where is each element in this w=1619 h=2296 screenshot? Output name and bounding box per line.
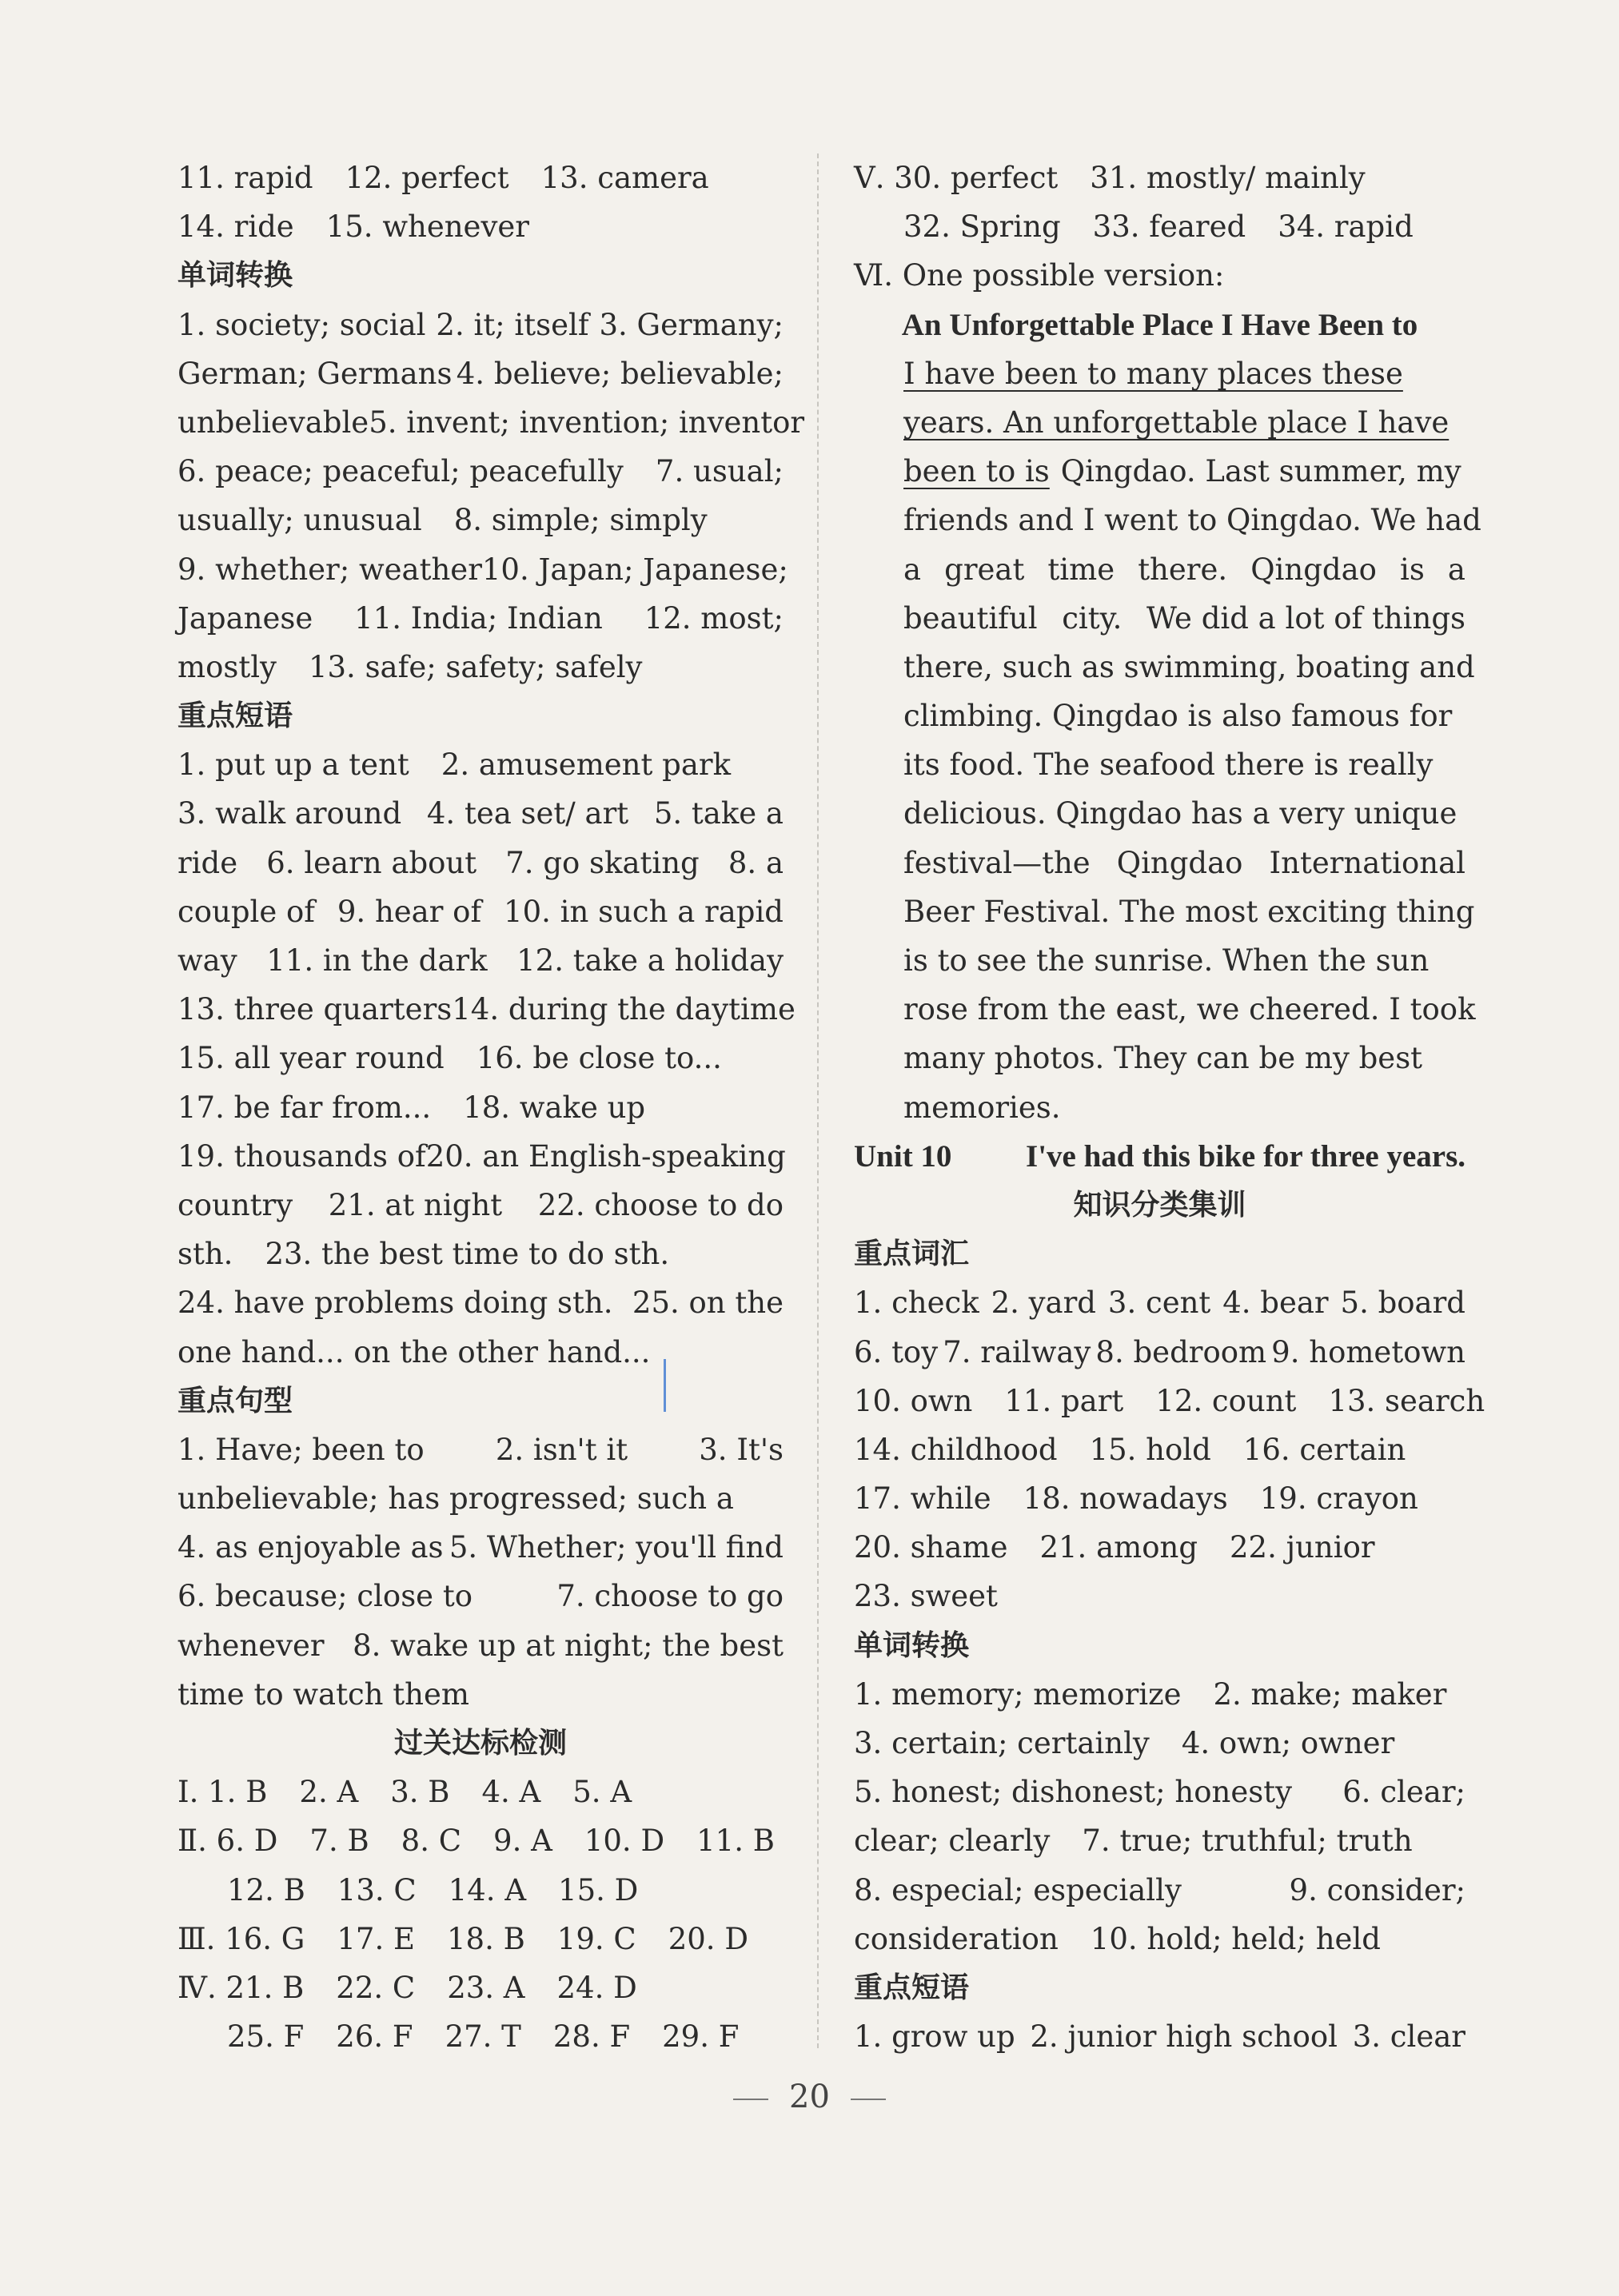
section-heading: 重点短语 [854,1971,970,2004]
answer-line: 1. Have; been to 2. isn't it 3. It's [177,1432,784,1467]
answer-line: 9. whether; weather 10. Japan; Japanese; [177,552,788,587]
answer-line: Ⅴ. 30. perfect 31. mostly/ mainly [854,161,1366,195]
answer-line: 23. sweet [854,1579,998,1614]
answer-line: 1. put up a tent 2. amusement park [177,747,731,783]
answer-line: couple of 9. hear of 10. in such a rapid [177,894,784,929]
answer-line: way 11. in the dark 12. take a holiday [177,943,784,978]
test-answers: 12. B 13. C 14. A 15. D [227,1872,639,1907]
test-answers: 25. F 26. F 27. T 28. F 29. F [227,2019,740,2055]
answer-line: German; Germans 4. believe; believable; [177,356,784,391]
essay-line: Beer Festival. The most exciting thing [903,894,1475,929]
answer-line: one hand... on the other hand... [177,1334,651,1369]
answer-line: 14. ride 15. whenever [177,209,529,245]
essay-line: beautiful city. We did a lot of things [903,600,1465,636]
answer-line: 15. all year round 16. be close to... [177,1041,722,1076]
section-heading: 单词转换 [854,1628,970,1662]
essay-line: friends and I went to Qingdao. We had [903,503,1481,538]
text-cursor-mark [664,1359,666,1412]
answer-line: mostly 13. safe; safety; safely [177,649,643,684]
answer-line: 1. grow up 2. junior high school 3. clear [854,2019,1465,2055]
left-column [177,153,805,2061]
test-answers: Ⅱ. 6. D 7. B 8. C 9. A 10. D 11. B [177,1824,775,1859]
essay-line: a great time there. Qingdao is a [903,552,1465,587]
answer-line: unbelievable 5. invent; invention; inventor [177,405,805,440]
answer-line: 24. have problems doing sth. 25. on the [177,1286,784,1321]
essay-line: been to is Qingdao. Last summer, my [903,454,1461,489]
page-number: 20 [0,2079,1619,2115]
essay-title: An Unforgettable Place I Have Been to [901,307,1418,342]
essay-line: is to see the sunrise. When the sun [903,943,1430,978]
answer-line: 13. three quarters 14. during the daytime [177,992,796,1027]
answer-line: 4. as enjoyable as 5. Whether; you'll find [177,1530,784,1565]
section-heading: 重点句型 [177,1384,293,1417]
answer-line: sth. 23. the best time to do sth. [177,1237,670,1272]
essay-line: memories. [903,1090,1061,1125]
answer-line: 1. memory; memorize 2. make; maker [854,1676,1447,1712]
answer-line: 17. while 18. nowadays 19. crayon [854,1481,1418,1517]
answer-line: country 21. at night 22. choose to do [177,1187,784,1222]
unit-title: Unit 10 I've had this bike for three years. [854,1138,1465,1174]
answer-line: 3. certain; certainly 4. own; owner [854,1726,1395,1760]
answer-line: 11. rapid 12. perfect 13. camera [177,161,709,195]
essay-line: many photos. They can be my best [903,1041,1423,1076]
answer-line: 17. be far from... 18. wake up [177,1090,646,1125]
answer-line: unbelievable; has progressed; such a [177,1481,734,1517]
answer-line: 19. thousands of 20. an English-speaking [177,1138,786,1174]
test-answers: Ⅲ. 16. G 17. E 18. B 19. C 20. D [177,1921,748,1956]
answer-line: 20. shame 21. among 22. junior [854,1530,1375,1565]
answer-line: Japanese 11. India; Indian 12. most; [177,600,784,636]
answer-line: clear; clearly 7. true; truthful; truth [854,1824,1413,1859]
answer-line: 6. peace; peaceful; peacefully 7. usual; [177,454,784,489]
answer-line: Ⅵ. One possible version: [854,258,1225,293]
test-answers: Ⅳ. 21. B 22. C 23. A 24. D [177,1970,637,2005]
answer-line: 10. own 11. part 12. count 13. search [854,1383,1485,1418]
essay-line: climbing. Qingdao is also famous for [903,699,1453,734]
answer-line: consideration 10. hold; held; held [854,1921,1381,1956]
answer-line: 6. because; close to 7. choose to go [177,1579,784,1614]
section-heading: 重点短语 [177,700,293,733]
essay-line: years. An unforgettable place I have [903,405,1450,440]
answer-line: 32. Spring 33. feared 34. rapid [903,209,1414,245]
essay-line: festival—the Qingdao International [903,845,1465,880]
right-column [854,153,1485,2061]
answer-line: 8. especial; especially 9. consider; [854,1872,1465,1907]
essay-line: delicious. Qingdao has a very unique [903,796,1457,831]
answer-line: ride 6. learn about 7. go skating 8. a [177,845,784,880]
essay-line: rose from the east, we cheered. I took [903,992,1476,1027]
answer-line: 6. toy 7. railway 8. bedroom 9. hometown [854,1334,1465,1369]
answer-line: 5. honest; dishonest; honesty 6. clear; [854,1775,1465,1810]
answer-line: usually; unusual 8. simple; simply [177,503,708,538]
section-heading: 过关达标检测 [393,1727,567,1760]
test-answers: Ⅰ. 1. B 2. A 3. B 4. A 5. A [177,1775,632,1810]
answer-line: whenever 8. wake up at night; the best [177,1628,784,1663]
essay-line: its food. The seafood there is really [903,747,1434,783]
column-divider [817,153,819,2048]
answer-line: time to watch them [177,1676,469,1712]
answer-line: 3. walk around 4. tea set/ art 5. take a [177,796,784,831]
answer-line: 1. society; social 2. it; itself 3. Germany; [177,307,784,342]
section-heading: 重点词汇 [854,1238,970,1271]
essay-line: there, such as swimming, boating and [903,649,1475,684]
section-heading: 单词转换 [177,259,293,293]
section-heading: 知识分类集训 [1073,1188,1246,1222]
answer-line: 1. check 2. yard 3. cent 4. bear 5. board [854,1286,1465,1321]
essay-line: I have been to many places these [903,356,1403,391]
answer-line: 14. childhood 15. hold 16. certain [854,1432,1406,1467]
